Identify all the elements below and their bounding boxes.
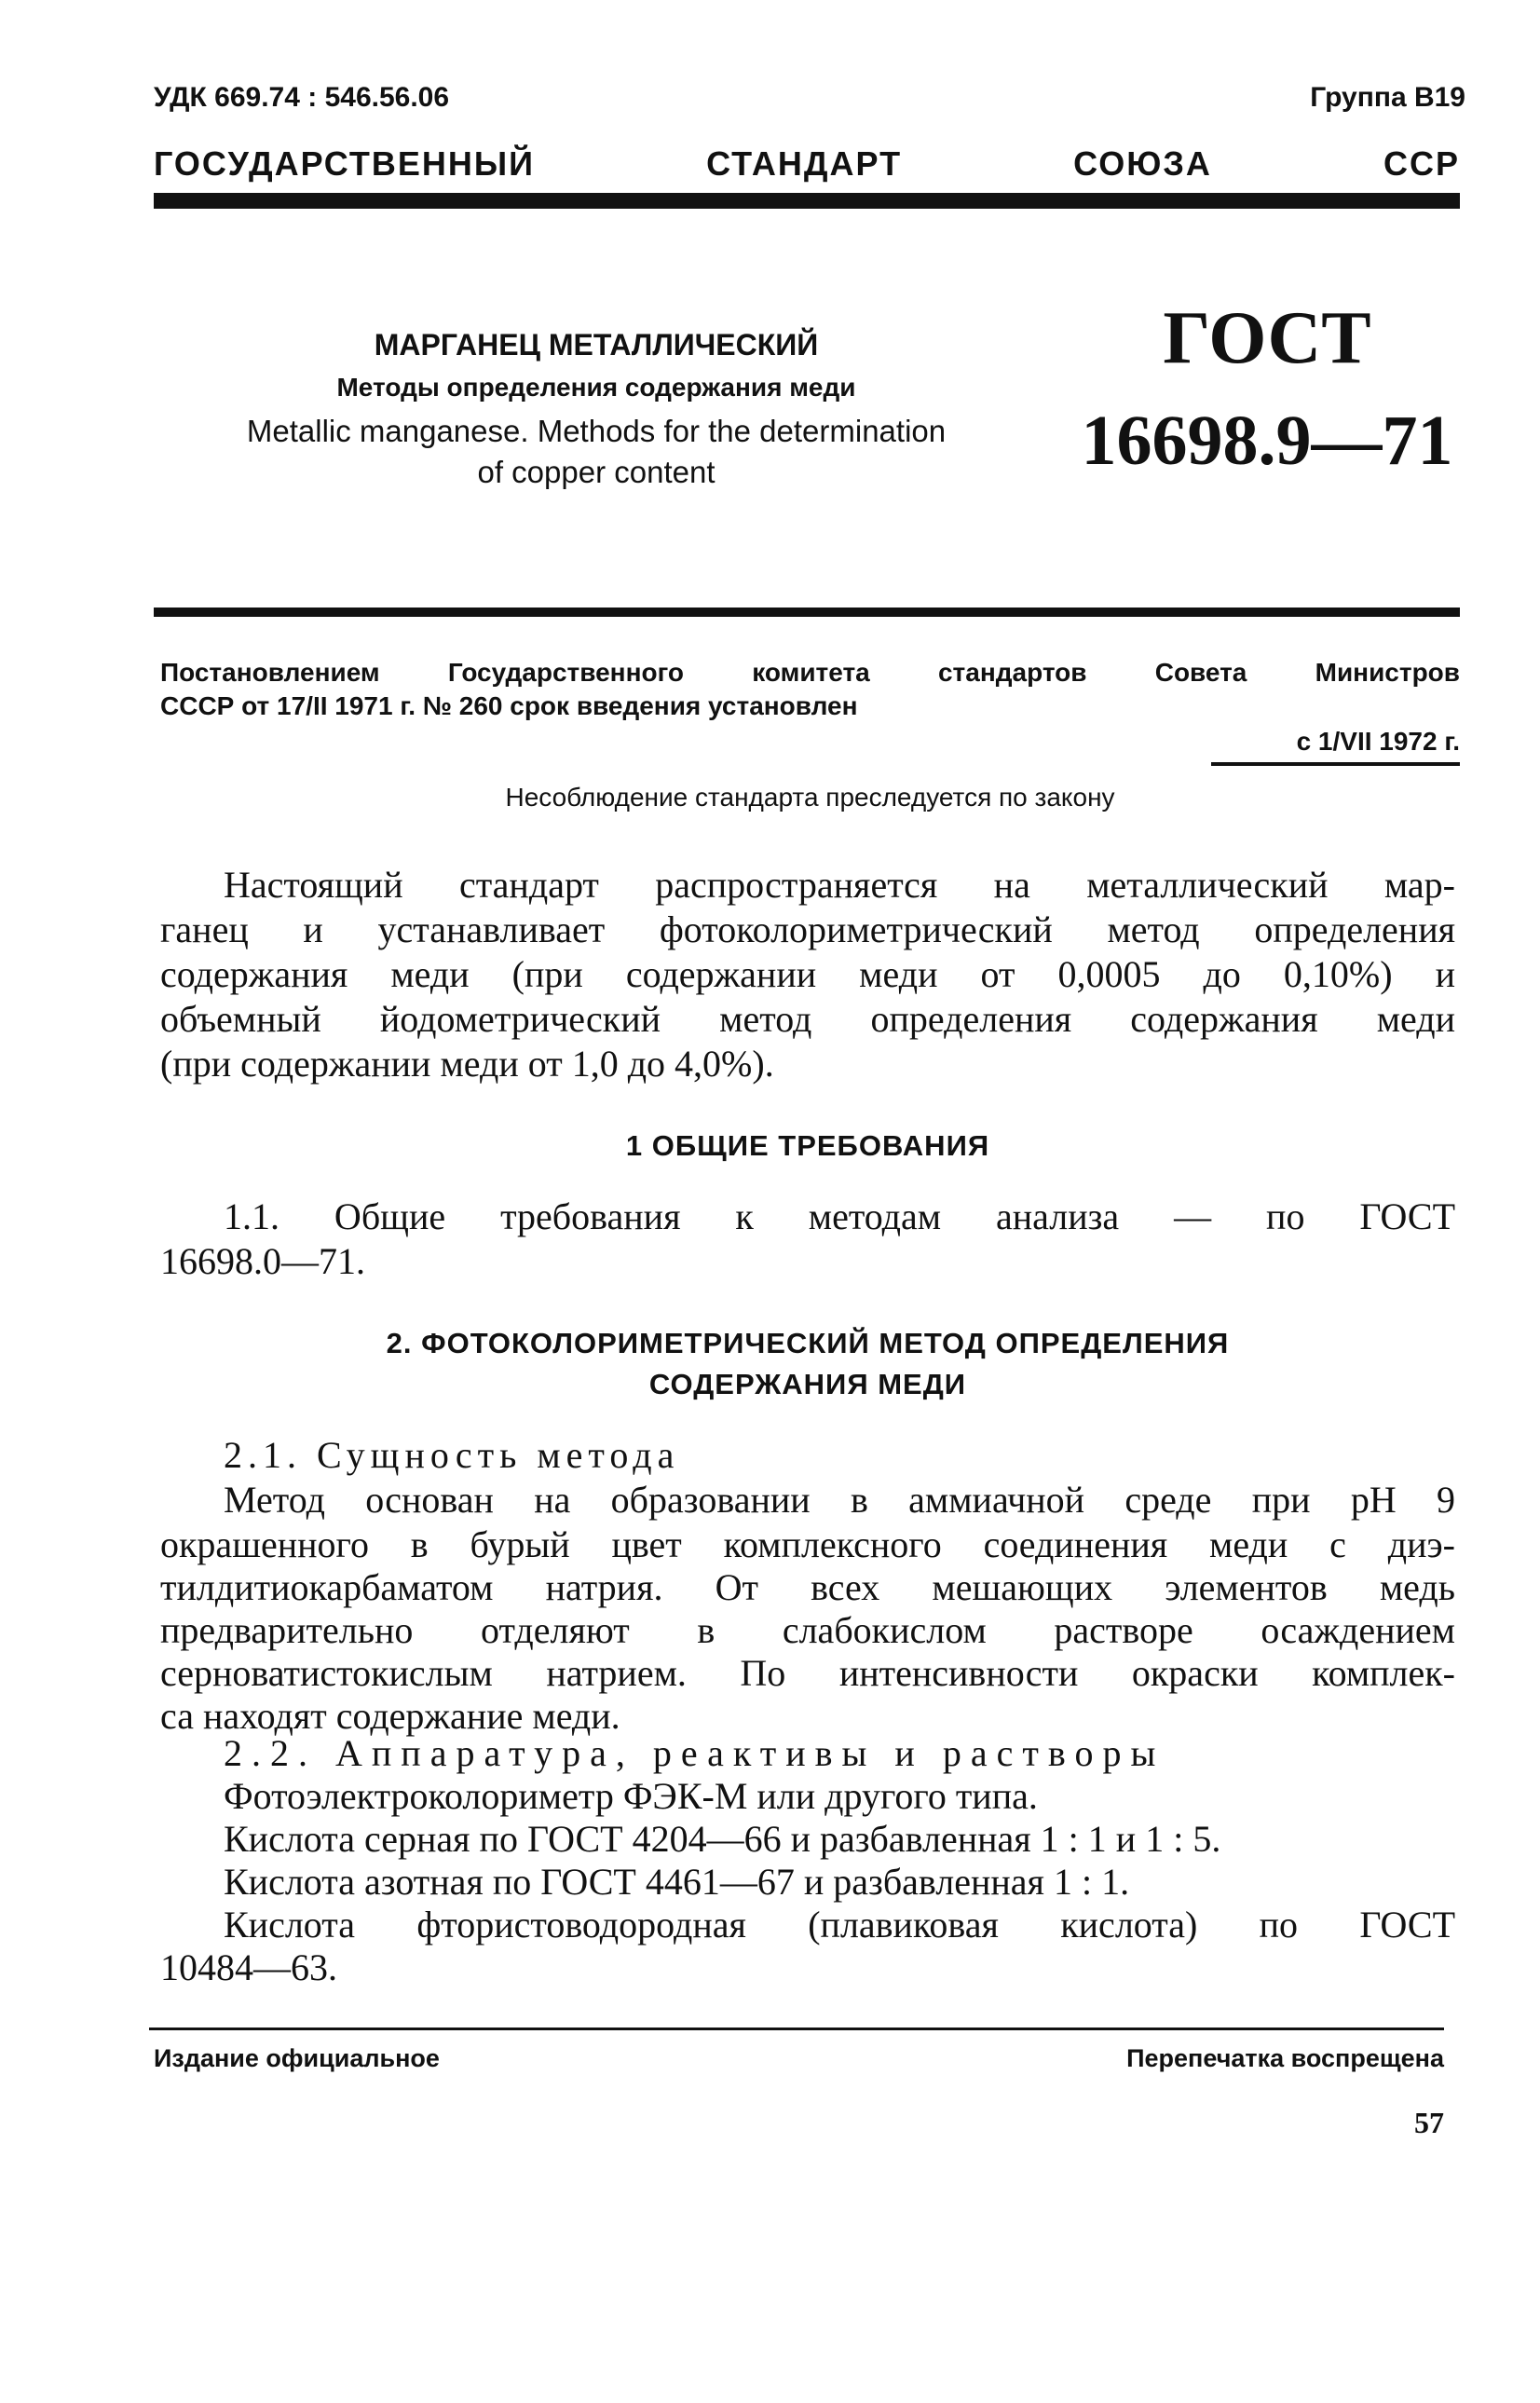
udk-code: УДК 669.74 : 546.56.06 (154, 82, 450, 113)
gost-label: ГОСТ (1163, 297, 1371, 379)
subsection-2-2-title: 2.2. Аппаратура, реактивы и растворы (224, 1732, 1165, 1774)
subtitle-ru: Методы определения содержания меди (336, 373, 856, 402)
s21-line: Метод основан на образовании в аммиачной среде при pH 9 (224, 1479, 1455, 1521)
s22-line: Фотоэлектроколориметр ФЭК-М или другого типа. (224, 1775, 1038, 1817)
title-ru: МАРГАНЕЦ МЕТАЛЛИЧЕСКИЙ (374, 328, 819, 362)
s22-line: Кислота фтористоводородная (плавиковая кислота) по ГОСТ (224, 1904, 1455, 1946)
s21-line: са находят содержание меди. (160, 1695, 620, 1737)
title-en-line2: of copper content (477, 455, 715, 489)
date-underline (1211, 762, 1460, 766)
state-standard-heading: ГОСУДАРСТВЕННЫЙ СТАНДАРТ СОЮЗА ССР (154, 144, 1460, 183)
gost-number: 16698.9—71 (1081, 402, 1453, 480)
header-rule (154, 193, 1460, 209)
s21-line: тилдитиокарбаматом натрия. От всех мешающих элементов медь (160, 1566, 1455, 1608)
group-code: Группа В19 (1310, 82, 1465, 113)
title-rule (154, 608, 1460, 617)
subsection-2-1-title: 2.1. Сущность метода (224, 1434, 680, 1476)
section-2-heading: СОДЕРЖАНИЯ МЕДИ (648, 1368, 967, 1400)
footer-official-edition: Издание официальное (154, 2044, 440, 2072)
decree-line1: Постановлением Государственного комитета стандартов Совета Министров (160, 658, 1460, 687)
intro-line: (при содержании меди от 1,0 до 4,0%). (160, 1043, 774, 1085)
section-1-text: 16698.0—71. (160, 1240, 365, 1282)
s21-line: окрашенного в бурый цвет комплексного соединения меди с диэ- (160, 1523, 1455, 1565)
s22-line: Кислота серная по ГОСТ 4204—66 и разбавленная 1 : 1 и 1 : 5. (224, 1818, 1221, 1860)
s22-line: Кислота азотная по ГОСТ 4461—67 и разбавленная 1 : 1. (224, 1861, 1130, 1903)
s21-line: предварительно отделяют в слабокислом растворе осаждением (160, 1609, 1455, 1651)
footer-reprint-prohibited: Перепечатка воспрещена (1126, 2044, 1444, 2072)
section-1-text: 1.1. Общие требования к методам анализа — по ГОСТ (224, 1195, 1455, 1237)
legal-notice: Несоблюдение стандарта преследуется по закону (505, 783, 1115, 812)
effective-date: с 1/VII 1972 г. (1296, 727, 1460, 756)
title-en-line1: Metallic manganese. Methods for the determination (246, 414, 947, 448)
intro-line: объемный йодометрический метод определения содержания меди (160, 998, 1455, 1040)
section-2-heading: 2. ФОТОКОЛОРИМЕТРИЧЕСКИЙ МЕТОД ОПРЕДЕЛЕНИЯ (386, 1327, 1230, 1359)
s22-line: 10484—63. (160, 1946, 337, 1988)
decree-line2: СССР от 17/II 1971 г. № 260 срок введения установлен (160, 691, 858, 720)
intro-line: ганец и устанавливает фотоколориметрический метод определения (160, 908, 1455, 950)
page-number: 57 (1414, 2106, 1444, 2139)
intro-line: содержания меди (при содержании меди от 0,0005 до 0,10%) и (160, 953, 1455, 995)
footer-rule (149, 2028, 1444, 2030)
intro-line: Настоящий стандарт распространяется на металлический мар- (224, 864, 1455, 906)
section-1-heading: 1 ОБЩИЕ ТРЕБОВАНИЯ (625, 1129, 990, 1162)
s21-line: серноватистокислым натрием. По интенсивности окраски комплек- (160, 1652, 1455, 1694)
